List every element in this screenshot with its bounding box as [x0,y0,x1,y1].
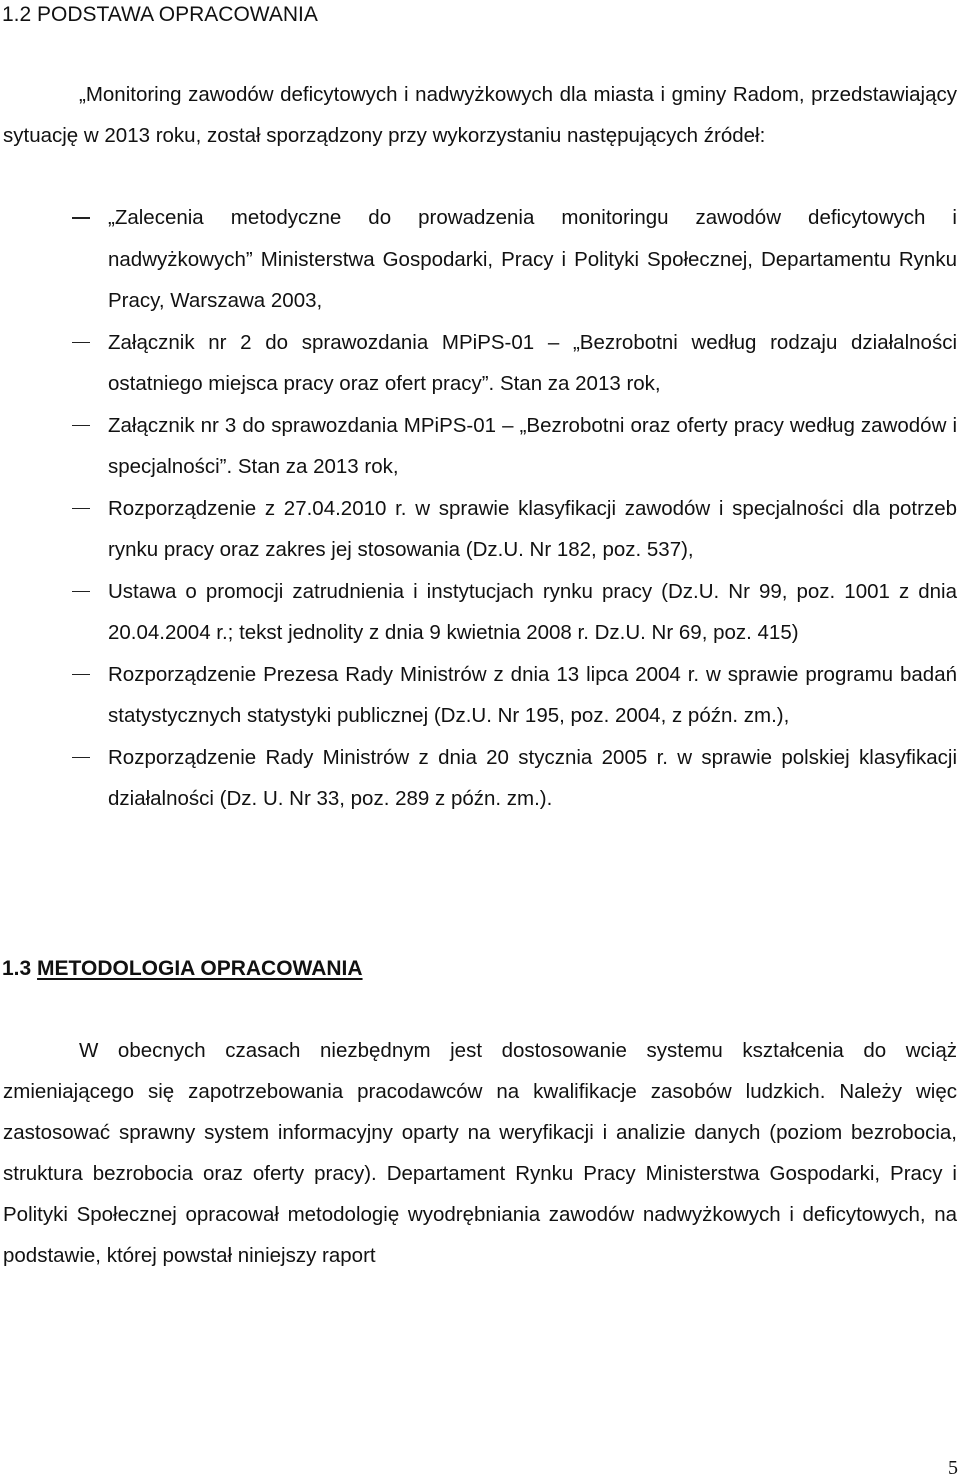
list-item-text: Rozporządzenie Prezesa Rady Ministrów z dnia 13 lipca 2004 r. w sprawie programu badań statystycznych statystyki publicznej (Dz.U. Nr 195, poz. 2004, z późn. zm.), [108,662,957,727]
dash-bullet-icon [72,508,90,510]
list-item-text: Ustawa o promocji zatrudnienia i instytucjach rynku pracy (Dz.U. Nr 99, poz. 1001 z dnia 20.04.2004 r.; tekst jednolity z dnia 9 kwietnia 2008 r. Dz.U. Nr 69, poz. 415) [108,579,957,644]
dash-bullet-icon [72,425,90,427]
list-item-text: Rozporządzenie Rady Ministrów z dnia 20 stycznia 2005 r. w sprawie polskiej klasyfikacji działalności (Dz. U. Nr 33, poz. 289 z późn. zm.). [108,745,957,810]
heading-number: 1.3 [2,957,32,980]
dash-bullet-icon [72,757,90,759]
list-item-text: „Zalecenia metodyczne do prowadzenia monitoringu zawodów deficytowych i nadwyżkowych” Ministerstwa Gospodarki, Pracy i Polityki Społecznej, Departamentu Rynku Pracy, Warszawa 2003, [108,206,957,312]
section-heading-podstawa: 1.2 PODSTAWA OPRACOWANIA [2,3,318,26]
list-item [0,322,960,405]
sources-list [0,197,960,820]
methodology-paragraph: W obecnych czasach niezbędnym jest dostosowanie systemu kształcenia do wciąż zmieniającego się zapotrzebowania pracodawców na kwalifikacje zasobów ludzkich. Należy więc zastosować sprawny system informacyjny oparty na weryfikacji i analizie danych (poziom bezrobocia, struktura bezrobocia oraz oferty pracy). Departament Rynku Pracy Ministerstwa Gospodarki, Pracy i Polityki Społecznej opracował metodologię wyodrębniania zawodów nadwyżkowych i deficytowych, na podstawie, której powstał niniejszy raport [3,1039,957,1267]
dash-bullet-icon [72,674,90,676]
list-item-text: Załącznik nr 2 do sprawozdania MPiPS-01 – „Bezrobotni według rodzaju działalności ostatniego miejsca pracy oraz ofert pracy”. Stan za 2013 rok, [108,330,957,395]
heading-text: METODOLOGIA OPRACOWANIA [37,957,363,980]
list-item [0,405,960,488]
dash-bullet-icon [72,217,90,219]
list-item-text: Rozporządzenie z 27.04.2010 r. w sprawie klasyfikacji zawodów i specjalności dla potrzeb rynku pracy oraz zakres jej stosowania (Dz.U. Nr 182, poz. 537), [108,496,957,561]
list-item [0,737,960,820]
list-item [0,654,960,737]
list-item-text: Załącznik nr 3 do sprawozdania MPiPS-01 – „Bezrobotni oraz oferty pracy według zawodów i specjalności”. Stan za 2013 rok, [108,413,957,478]
list-item [0,571,960,654]
list-item [0,197,960,322]
intro-paragraph: „Monitoring zawodów deficytowych i nadwyżkowych dla miasta i gminy Radom, przedstawiający sytuację w 2013 roku, został sporządzony przy wykorzystaniu następujących źródeł: [3,83,957,147]
dash-bullet-icon [72,591,90,593]
list-item [0,488,960,571]
dash-bullet-icon [72,342,90,344]
page-number: 5 [948,1457,958,1479]
section-heading-metodologia [2,956,363,982]
